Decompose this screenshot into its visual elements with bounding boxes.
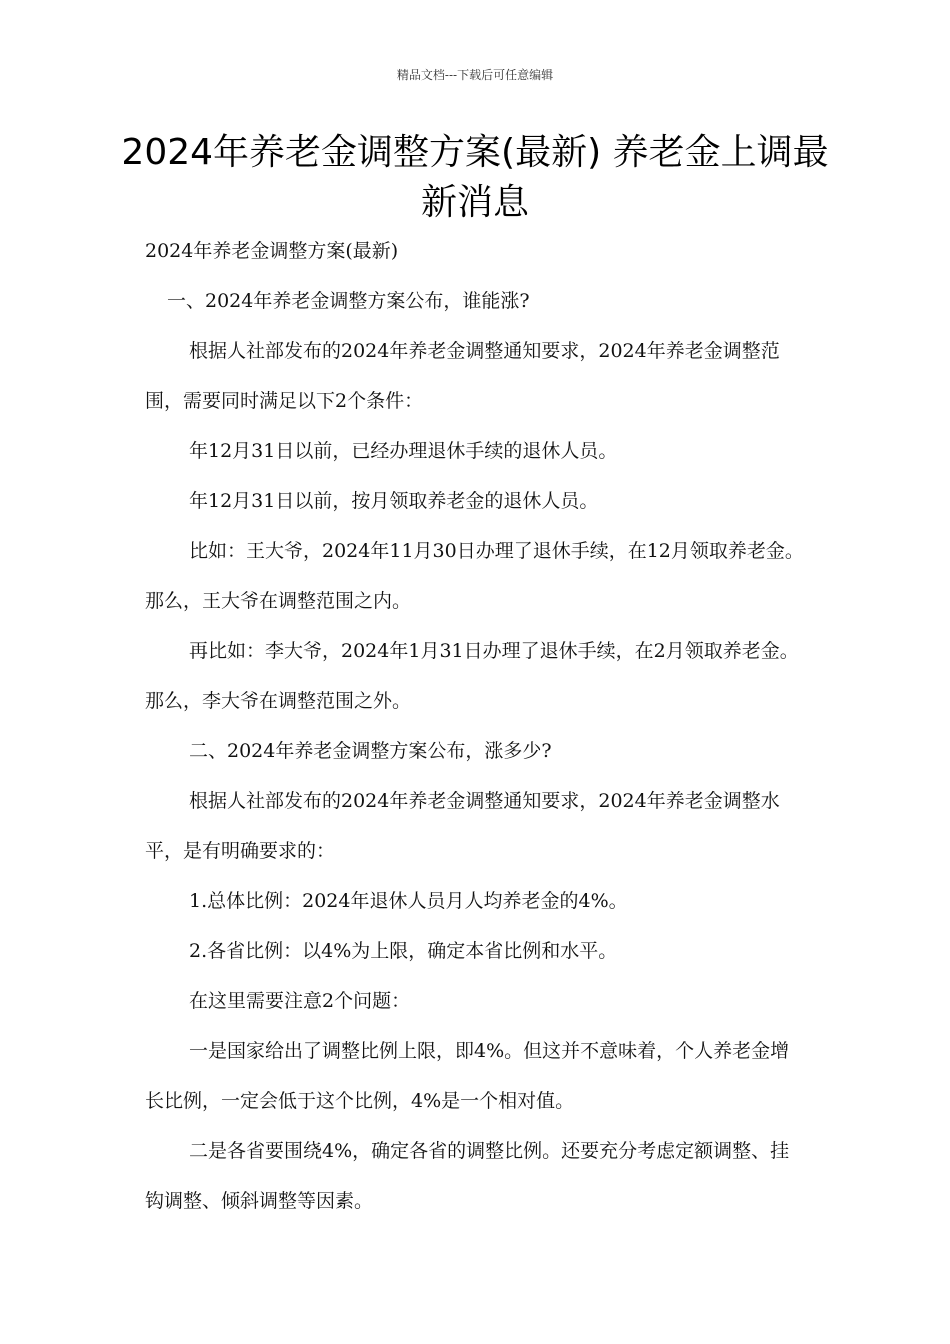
condition-item: 年12月31日以前，已经办理退休手续的退休人员。: [189, 440, 618, 462]
condition-item: 年12月31日以前，按月领取养老金的退休人员。: [189, 490, 599, 512]
ratio-item: 1.总体比例：2024年退休人员月人均养老金的4%。: [189, 890, 628, 912]
document-title: 2024年养老金调整方案(最新) 养老金上调最新消息: [121, 132, 829, 223]
example-paragraph: 再比如：李大爷，2024年1月31日办理了退休手续，在2月领取养老金。那么，李大爷在调整范围之外。: [145, 640, 799, 712]
body-paragraph: 根据人社部发布的2024年养老金调整通知要求，2024年养老金调整水平，是有明确要求的：: [145, 790, 780, 862]
section-heading-2: 二、2024年养老金调整方案公布，涨多少?: [189, 740, 552, 762]
note-heading: 在这里需要注意2个问题：: [189, 990, 411, 1012]
section-heading-1: 一、2024年养老金调整方案公布，谁能涨?: [167, 290, 530, 312]
example-paragraph: 比如：王大爷，2024年11月30日办理了退休手续，在12月领取养老金。那么，王大爷在调整范围之内。: [145, 540, 804, 612]
document-body: [145, 226, 807, 1226]
ratio-item: 2.各省比例：以4%为上限，确定本省比例和水平。: [189, 940, 618, 962]
header-note: 精品文档---下载后可任意编辑: [396, 68, 554, 82]
subtitle-paragraph: 2024年养老金调整方案(最新): [145, 240, 399, 262]
body-paragraph: 根据人社部发布的2024年养老金调整通知要求，2024年养老金调整范围，需要同时满足以下2个条件：: [145, 340, 780, 412]
note-paragraph: 一是国家给出了调整比例上限，即4%。但这并不意味着，个人养老金增长比例，一定会低于这个比例，4%是一个相对值。: [145, 1040, 790, 1112]
note-paragraph: 二是各省要围绕4%，确定各省的调整比例。还要充分考虑定额调整、挂钩调整、倾斜调整等因素。: [145, 1140, 790, 1212]
